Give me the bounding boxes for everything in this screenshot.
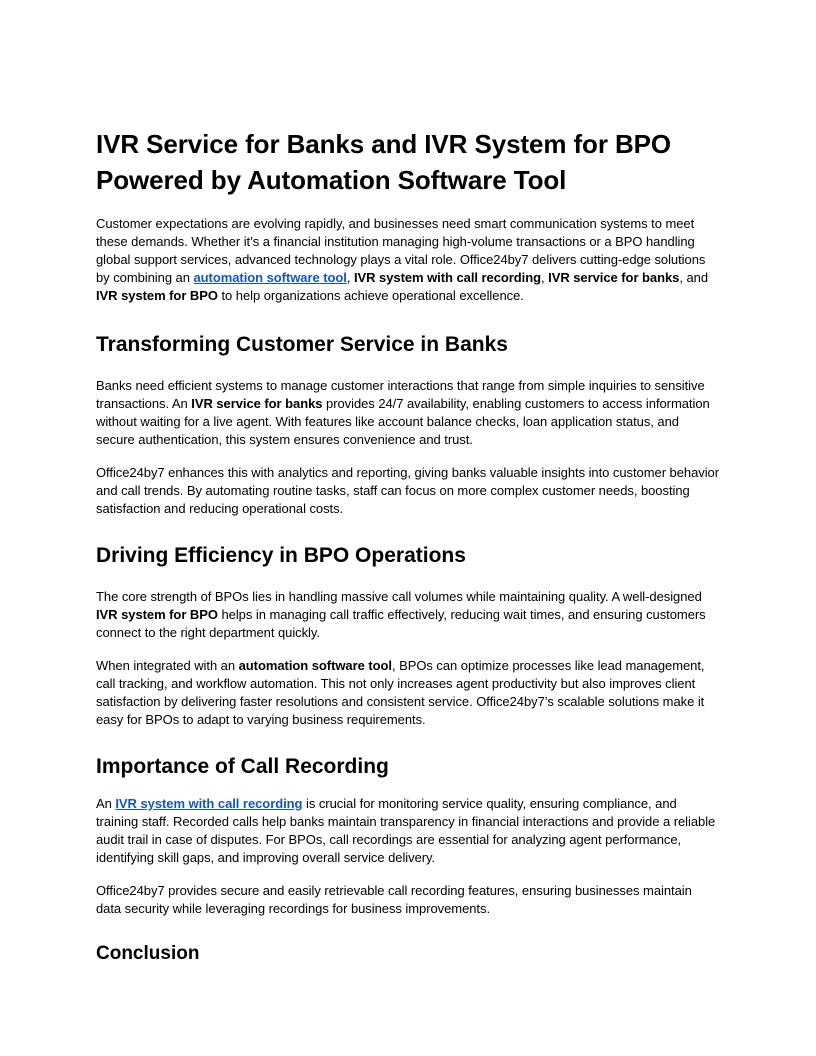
bpo-p1-bold-1: IVR system for BPO (96, 607, 218, 622)
section-heading-banks: Transforming Customer Service in Banks (96, 333, 508, 356)
banks-p1-text-2: provides 24/7 availability, enabling customers to access information without waiting for a live agent. With features like account balance checks, loan application status, and secure authentication, this system ensures convenience and trust. (96, 396, 710, 447)
bpo-p2-text-1: When integrated with an (96, 658, 239, 673)
intro-text-1: Customer expectations are evolving rapidly, and businesses need smart communication systems to meet these demands. Whether it’s a financial institution managing high-volume transactions or a BPO handling global support services, advanced technology plays a vital role. Office24by7 delivers cutting-edge solutions by combining an (96, 216, 706, 285)
intro-text-3: , (541, 270, 549, 285)
recording-paragraph-1 (96, 795, 720, 867)
bpo-paragraph-2 (96, 657, 720, 729)
bpo-p2-text-2: , BPOs can optimize processes like lead management, call tracking, and workflow automation. This not only increases agent productivity but also improves client satisfaction by delivering faster resolutions and consistent service. Office24by7’s scalable solutions make it easy for BPOs to adapt to varying business requirements. (96, 658, 705, 727)
section-heading-call-recording: Importance of Call Recording (96, 755, 389, 778)
intro-bold-1: IVR system with call recording (353, 270, 542, 285)
document-title: IVR Service for Banks and IVR System for BPO Powered by Automation Software Tool (96, 129, 672, 195)
banks-p1-bold-1: IVR service for banks (191, 396, 323, 411)
intro-bold-3: IVR system for BPO (96, 288, 218, 303)
intro-text-5: to help organizations achieve operational excellence. (217, 288, 524, 303)
section-heading-bpo: Driving Efficiency in BPO Operations (96, 544, 466, 567)
recording-p1-text-2: is crucial for monitoring service quality, ensuring compliance, and training staff. Recorded calls help banks maintain transparency in financial interactions and provide a reliable audit trail in case of disputes. For BPOs, call recordings are essential for analyzing agent performance, identifying skill gaps, and improving overall service delivery. (96, 796, 716, 865)
bpo-p2-bold-1: automation software tool (238, 658, 392, 673)
automation-software-tool-link[interactable]: automation software tool (193, 270, 347, 285)
recording-p1-text-1: An (96, 796, 116, 811)
banks-p1-text-1: Banks need efficient systems to manage customer interactions that range from simple inquiries to sensitive transactions. An (96, 378, 705, 411)
ivr-call-recording-link[interactable]: IVR system with call recording (115, 796, 303, 811)
banks-paragraph-1 (96, 377, 720, 449)
intro-text-2: , (346, 270, 354, 285)
bpo-p1-text-2: helps in managing call traffic effectively, reducing wait times, and ensuring customers connect to the right department quickly. (96, 607, 706, 640)
intro-text-4: , and (679, 270, 709, 285)
bpo-p1-text-1: The core strength of BPOs lies in handling massive call volumes while maintaining quality. A well-designed (96, 589, 702, 604)
bpo-paragraph-1 (96, 588, 720, 642)
intro-paragraph (96, 215, 720, 305)
intro-bold-2: IVR service for banks (548, 270, 680, 285)
document-page (96, 126, 720, 966)
banks-paragraph-2: Office24by7 enhances this with analytics and reporting, giving banks valuable insights into customer behavior and call trends. By automating routine tasks, staff can focus on more complex customer needs, boosting satisfaction and reducing operational costs. (96, 465, 720, 516)
section-heading-conclusion: Conclusion (96, 943, 200, 964)
recording-paragraph-2: Office24by7 provides secure and easily retrievable call recording features, ensuring businesses maintain data security while leveraging recordings for business improvements. (96, 883, 692, 916)
